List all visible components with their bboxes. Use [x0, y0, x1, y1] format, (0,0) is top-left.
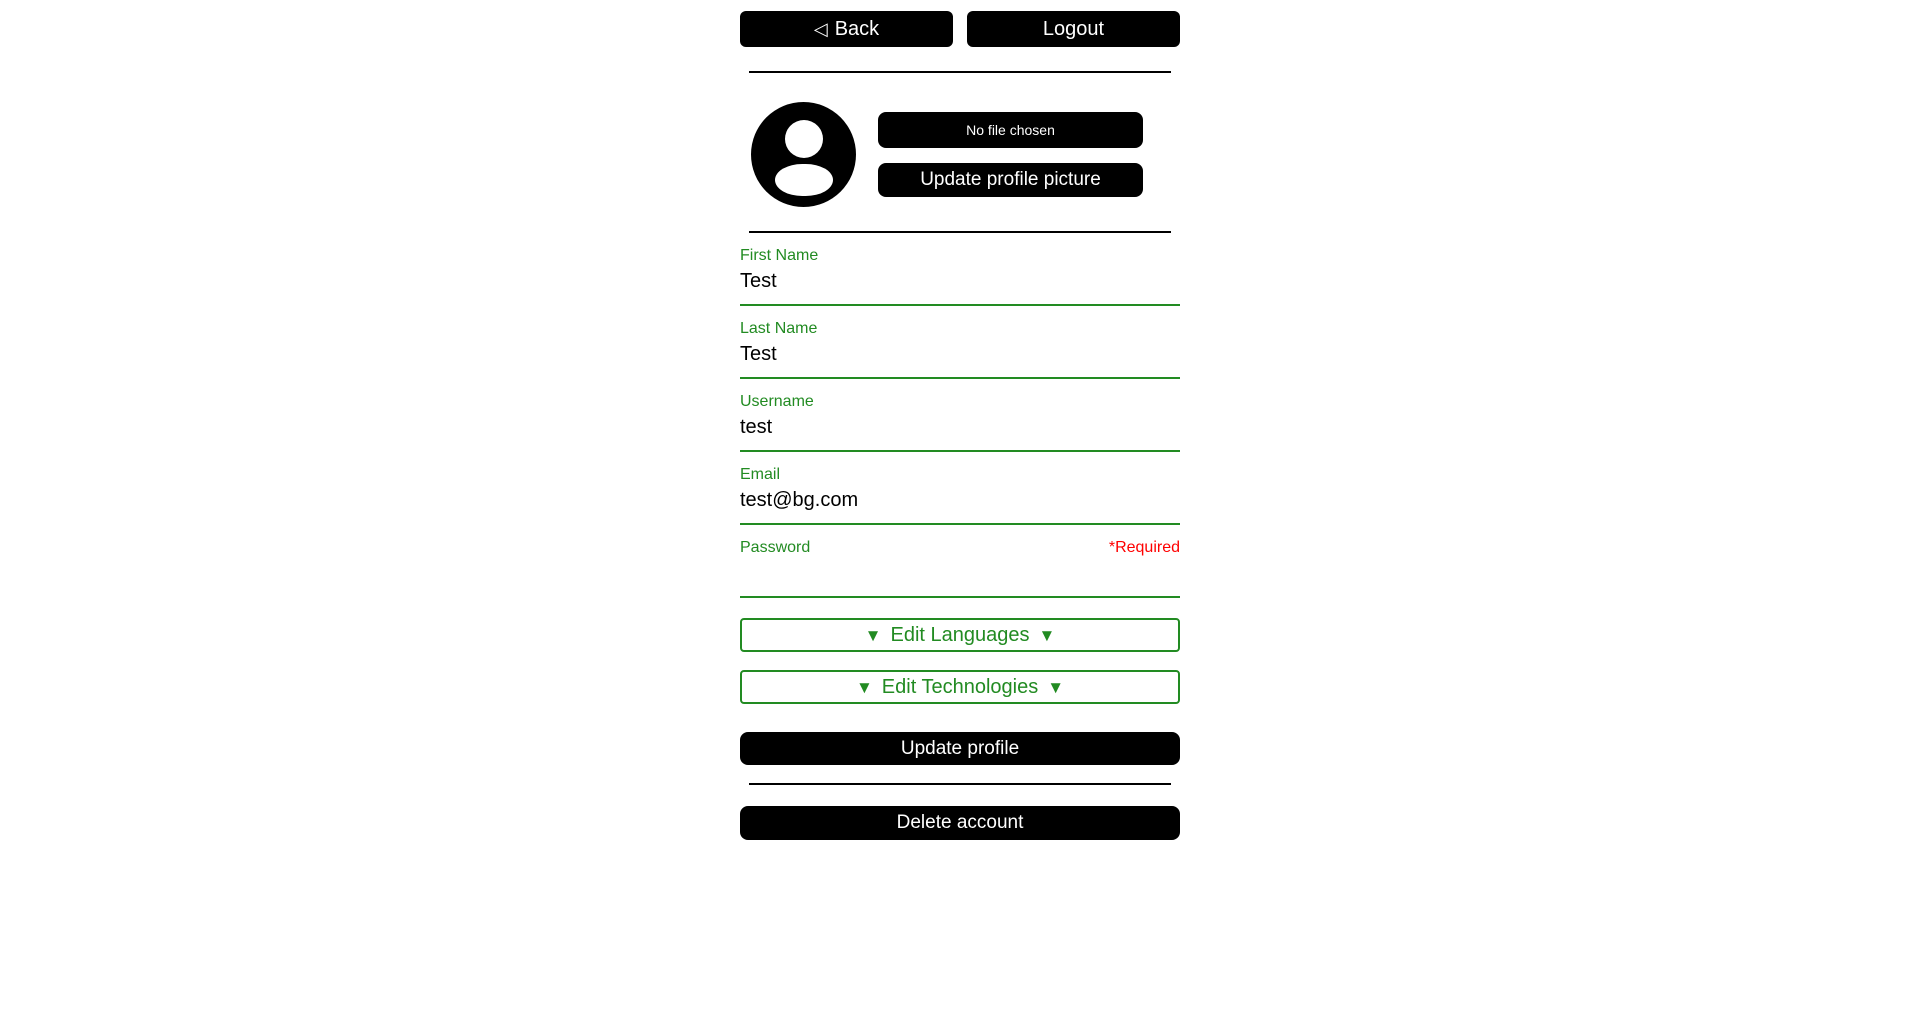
- back-button[interactable]: [740, 11, 953, 47]
- edit-technologies-toggle[interactable]: [740, 670, 1180, 704]
- update-picture-label: Update profile picture: [920, 169, 1101, 190]
- back-arrow-icon: ◁: [813, 19, 828, 39]
- first-name-field-group: [740, 247, 1180, 306]
- top-divider: [749, 71, 1171, 73]
- chevron-down-icon: ▼: [864, 625, 882, 645]
- last-name-label: Last Name: [740, 320, 818, 337]
- update-profile-picture-button[interactable]: [878, 163, 1143, 197]
- edit-languages-toggle[interactable]: [740, 618, 1180, 652]
- first-name-label: First Name: [740, 247, 819, 264]
- danger-zone-divider: [749, 783, 1171, 785]
- profile-page: [740, 11, 1180, 840]
- logout-button-label: Logout: [1042, 17, 1105, 40]
- last-name-field-group: [740, 320, 1180, 379]
- profile-picture-file-input[interactable]: [878, 112, 1143, 148]
- file-input-status-text: No file chosen: [966, 122, 1055, 138]
- username-field-group: [740, 393, 1180, 452]
- email-input[interactable]: [740, 484, 1180, 525]
- avatar-torso-shape: [775, 164, 833, 196]
- password-label: Password: [740, 539, 811, 556]
- delete-account-label: Delete account: [896, 812, 1024, 833]
- chevron-down-icon: ▼: [1038, 625, 1056, 645]
- avatar-form-divider: [749, 231, 1171, 233]
- chevron-down-icon: ▼: [1047, 677, 1065, 697]
- last-name-input[interactable]: [740, 338, 1180, 379]
- delete-account-button[interactable]: [740, 806, 1180, 840]
- first-name-input[interactable]: [740, 265, 1180, 306]
- edit-languages-label: Edit Languages: [890, 623, 1030, 646]
- password-input[interactable]: [740, 557, 1180, 598]
- top-button-row: [740, 11, 1180, 47]
- password-field-group: [740, 539, 1180, 598]
- username-label: Username: [740, 393, 814, 410]
- back-button-label: Back: [834, 17, 880, 40]
- avatar-head-shape: [785, 120, 823, 158]
- edit-technologies-label: Edit Technologies: [881, 675, 1039, 698]
- password-required-note: *Required: [1108, 539, 1180, 556]
- avatar-section: [740, 102, 1180, 207]
- update-profile-button[interactable]: [740, 732, 1180, 765]
- update-profile-label: Update profile: [900, 737, 1020, 759]
- profile-form: [740, 247, 1180, 598]
- logout-button[interactable]: [967, 11, 1180, 47]
- chevron-down-icon: ▼: [855, 677, 873, 697]
- profile-avatar-icon: [751, 102, 856, 207]
- username-input[interactable]: [740, 411, 1180, 452]
- avatar-buttons-column: [878, 112, 1143, 197]
- email-label: Email: [740, 466, 781, 483]
- email-field-group: [740, 466, 1180, 525]
